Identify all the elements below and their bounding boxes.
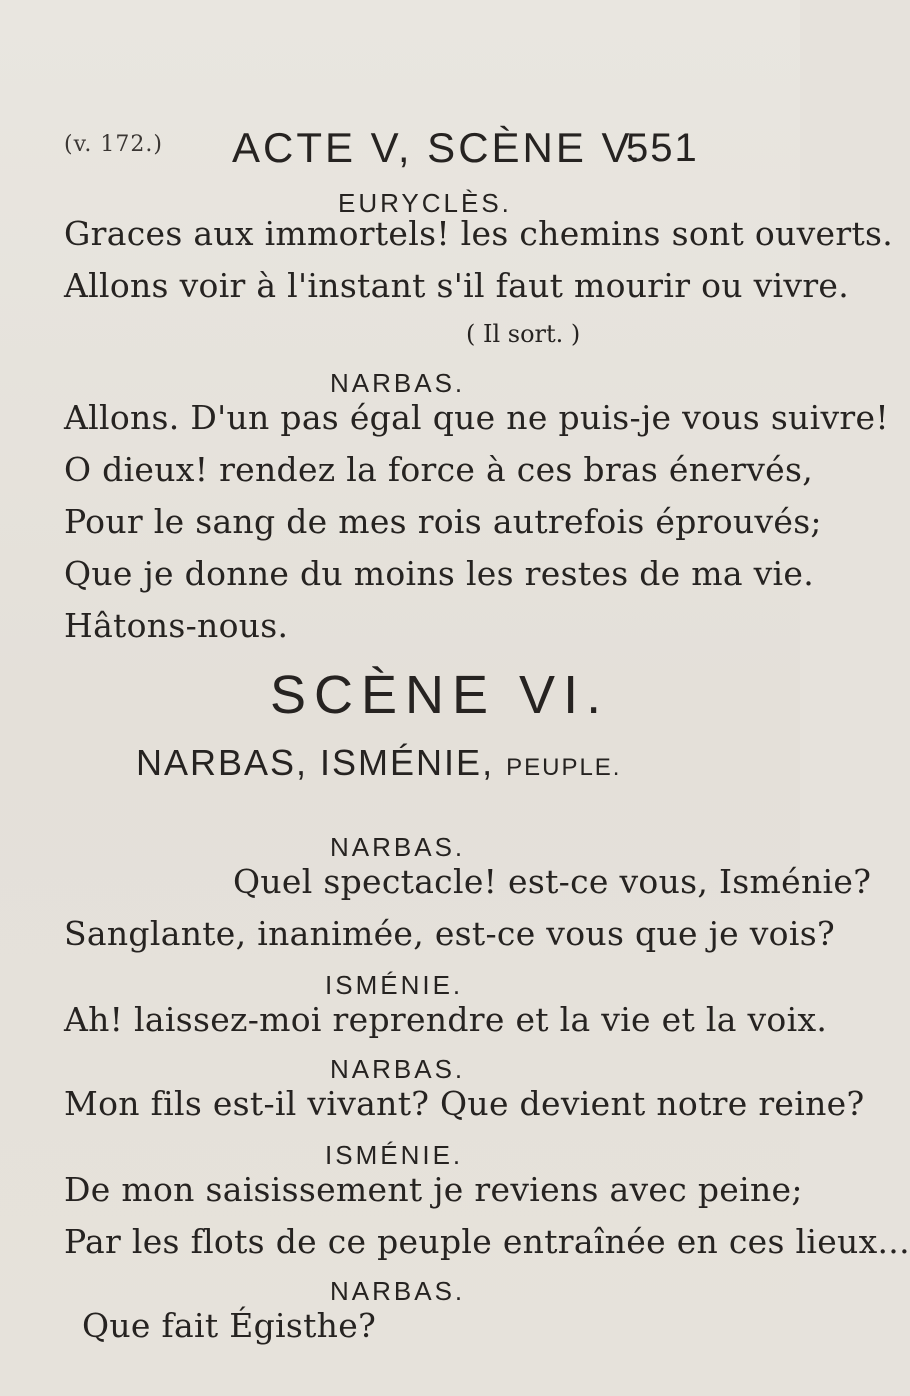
running-header: ACTE V, SCÈNE V. xyxy=(232,124,644,171)
speaker-name: NARBAS. xyxy=(330,1054,466,1084)
speaker-name: NARBAS. xyxy=(330,368,466,398)
verse-line: Pour le sang de mes rois autrefois éprouvés; xyxy=(64,502,822,541)
verse-line: Ah! laissez-moi reprendre et la vie et la voix. xyxy=(64,1000,828,1039)
speaker-name: NARBAS. xyxy=(330,1276,466,1306)
verse-line: Mon fils est-il vivant? Que devient notre reine? xyxy=(64,1084,865,1123)
speaker-name: ISMÉNIE. xyxy=(325,1140,464,1170)
verse-reference: (v. 172.) xyxy=(64,132,163,157)
stage-direction: ( Il sort. ) xyxy=(466,320,581,348)
verse-line: Sanglante, inanimée, est-ce vous que je vois? xyxy=(64,914,835,953)
scene-title: SCÈNE VI. xyxy=(270,665,610,725)
speaker-name: EURYCLÈS. xyxy=(338,188,512,218)
speaker-name: NARBAS. xyxy=(330,832,466,862)
speaker-name: ISMÉNIE. xyxy=(325,970,464,1000)
cast-main: NARBAS, ISMÉNIE, xyxy=(136,742,495,783)
verse-line: Allons. D'un pas égal que ne puis-je vous suivre! xyxy=(64,398,889,437)
verse-line: Que fait Égisthe? xyxy=(82,1306,377,1345)
cast-list xyxy=(136,742,621,784)
verse-line: Par les flots de ce peuple entraînée en ces lieux... xyxy=(64,1222,910,1261)
page-number: 551 xyxy=(626,126,699,170)
verse-line: Allons voir à l'instant s'il faut mourir ou vivre. xyxy=(64,266,850,305)
verse-line: O dieux! rendez la force à ces bras énervés, xyxy=(64,450,814,489)
verse-line: Quel spectacle! est-ce vous, Isménie? xyxy=(233,862,872,901)
verse-line: Hâtons-nous. xyxy=(64,606,289,645)
cast-secondary: PEUPLE. xyxy=(506,754,622,781)
verse-line: Graces aux immortels! les chemins sont ouverts. xyxy=(64,214,894,253)
verse-line: De mon saisissement je reviens avec peine; xyxy=(64,1170,803,1209)
verse-line: Que je donne du moins les restes de ma vie. xyxy=(64,554,815,593)
